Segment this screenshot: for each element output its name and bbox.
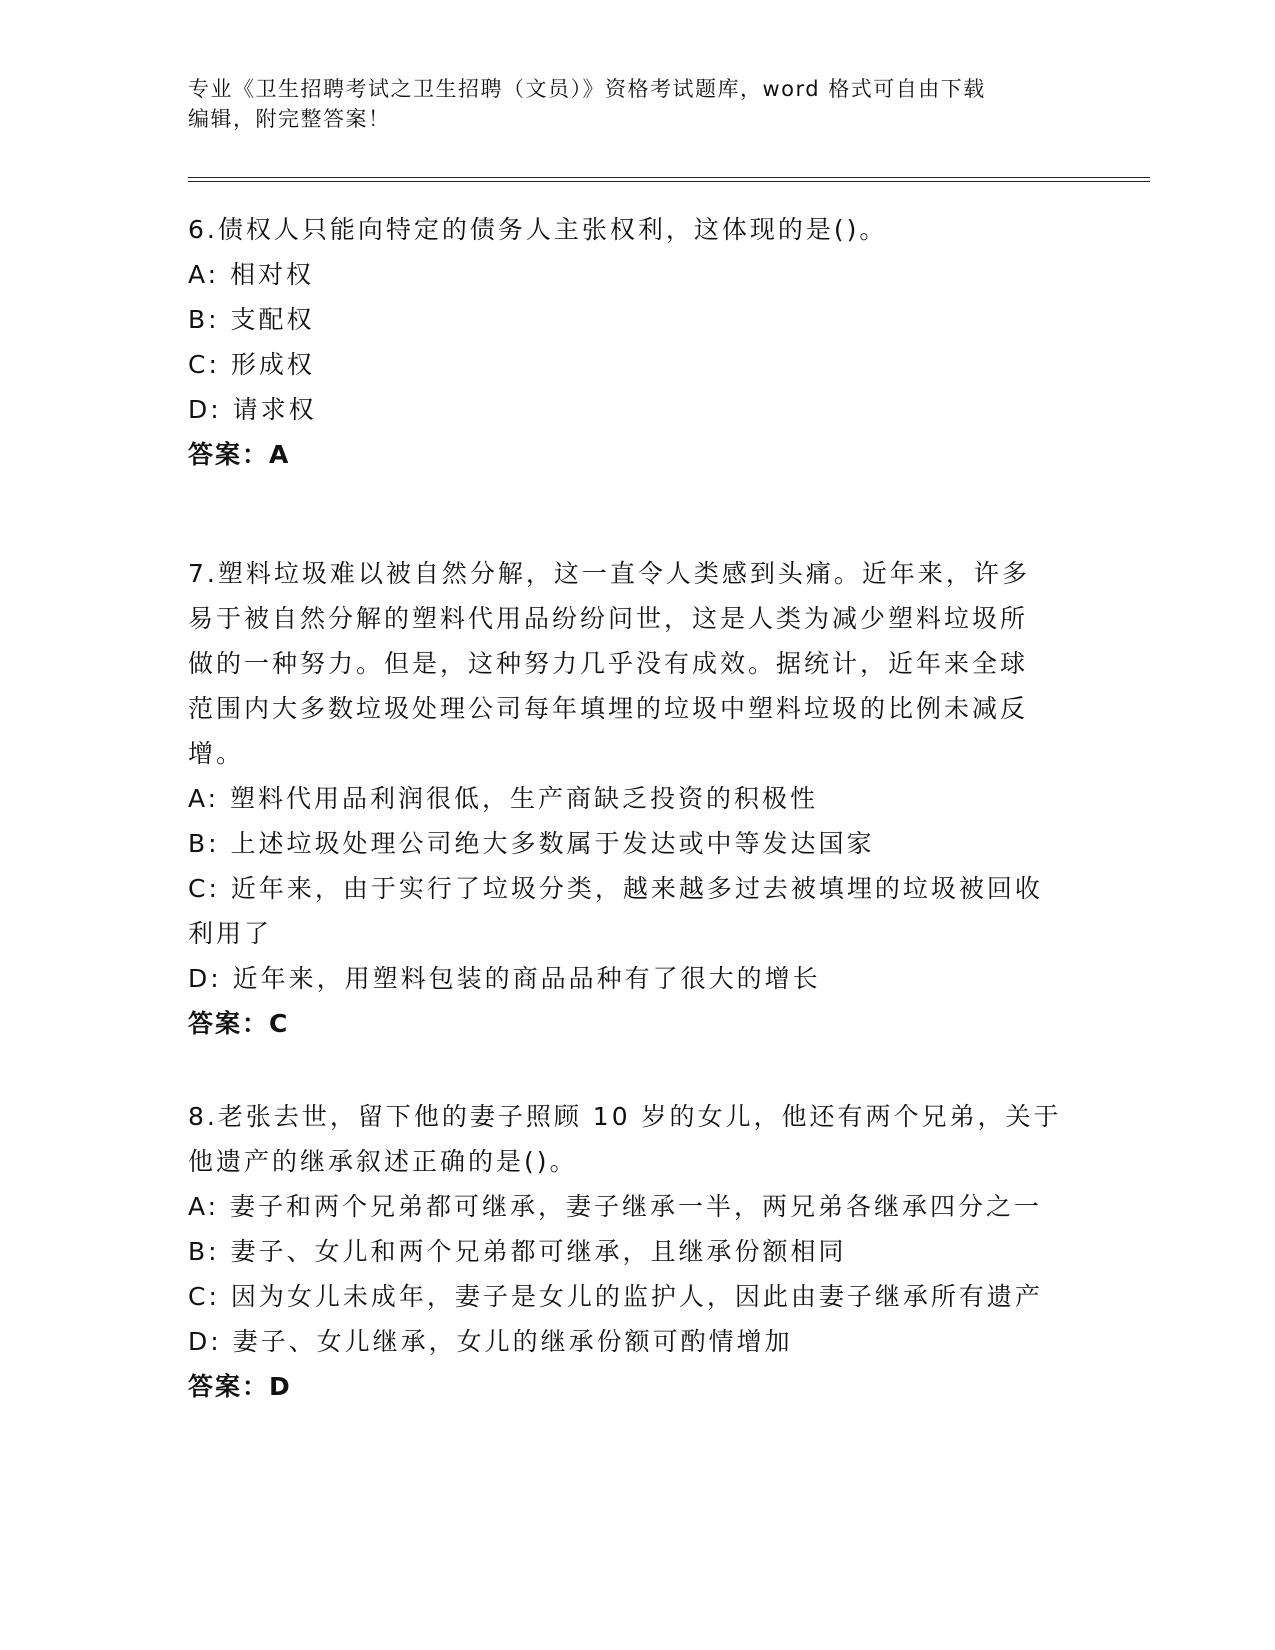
header-divider-top — [188, 177, 1150, 178]
stem-line: 8.老张去世，留下他的妻子照顾 10 岁的女儿，他还有两个兄弟，关于 — [188, 1102, 1062, 1131]
option-line: C: 形成权 — [188, 350, 315, 379]
stem-line: 7.塑料垃圾难以被自然分解，这一直令人类感到头痛。近年来，许多 — [188, 559, 1030, 588]
option-a — [188, 776, 1088, 821]
option-c — [188, 342, 1088, 387]
option-a — [188, 252, 1088, 297]
question-8 — [188, 1094, 1088, 1409]
question-7 — [188, 551, 1088, 1046]
option-d — [188, 387, 1088, 432]
option-line: D: 妻子、女儿继承，女儿的继承份额可酌情增加 — [188, 1327, 793, 1356]
option-c — [188, 866, 1088, 956]
option-line: C: 近年来，由于实行了垃圾分类，越来越多过去被填埋的垃圾被回收 — [188, 874, 1043, 903]
question-stem — [188, 1094, 1088, 1184]
answer: 答案：D — [188, 1372, 292, 1401]
option-line: B: 妻子、女儿和两个兄弟都可继承，且继承份额相同 — [188, 1237, 847, 1266]
stem-line: 他遗产的继承叙述正确的是()。 — [188, 1147, 578, 1176]
option-c — [188, 1274, 1088, 1319]
option-a — [188, 1184, 1088, 1229]
option-line: B: 上述垃圾处理公司绝大多数属于发达或中等发达国家 — [188, 829, 875, 858]
document-header — [188, 74, 1068, 134]
stem-line: 易于被自然分解的塑料代用品纷纷问世，这是人类为减少塑料垃圾所 — [188, 604, 1029, 633]
question-stem — [188, 551, 1088, 776]
stem-line: 做的一种努力。但是，这种努力几乎没有成效。据统计，近年来全球 — [188, 649, 1029, 678]
option-line: B: 支配权 — [188, 305, 315, 334]
option-line: D: 近年来，用塑料包装的商品品种有了很大的增长 — [188, 964, 821, 993]
option-line: A: 妻子和两个兄弟都可继承，妻子继承一半，两兄弟各继承四分之一 — [188, 1192, 1043, 1221]
option-d — [188, 1319, 1088, 1364]
question-stem — [188, 207, 1088, 252]
answer: 答案：A — [188, 440, 291, 469]
option-line: A: 相对权 — [188, 260, 315, 289]
option-line: A: 塑料代用品利润很低，生产商缺乏投资的积极性 — [188, 784, 819, 813]
header-divider-bottom — [188, 181, 1150, 182]
option-b — [188, 821, 1088, 866]
question-6 — [188, 207, 1088, 477]
stem-line: 增。 — [188, 739, 245, 768]
option-b — [188, 1229, 1088, 1274]
header-line-1: 专业《卫生招聘考试之卫生招聘（文员）》资格考试题库，word 格式可自由下载 — [188, 77, 986, 101]
option-b — [188, 297, 1088, 342]
option-line: C: 因为女儿未成年，妻子是女儿的监护人，因此由妻子继承所有遗产 — [188, 1282, 1043, 1311]
option-line: D: 请求权 — [188, 395, 317, 424]
header-line-2: 编辑，附完整答案！ — [188, 107, 391, 131]
stem-line: 范围内大多数垃圾处理公司每年填埋的垃圾中塑料垃圾的比例未减反 — [188, 694, 1029, 723]
stem-line: 6.债权人只能向特定的债务人主张权利，这体现的是()。 — [188, 215, 888, 244]
option-line: 利用了 — [188, 919, 273, 948]
answer: 答案：C — [188, 1009, 290, 1038]
option-d — [188, 956, 1088, 1001]
